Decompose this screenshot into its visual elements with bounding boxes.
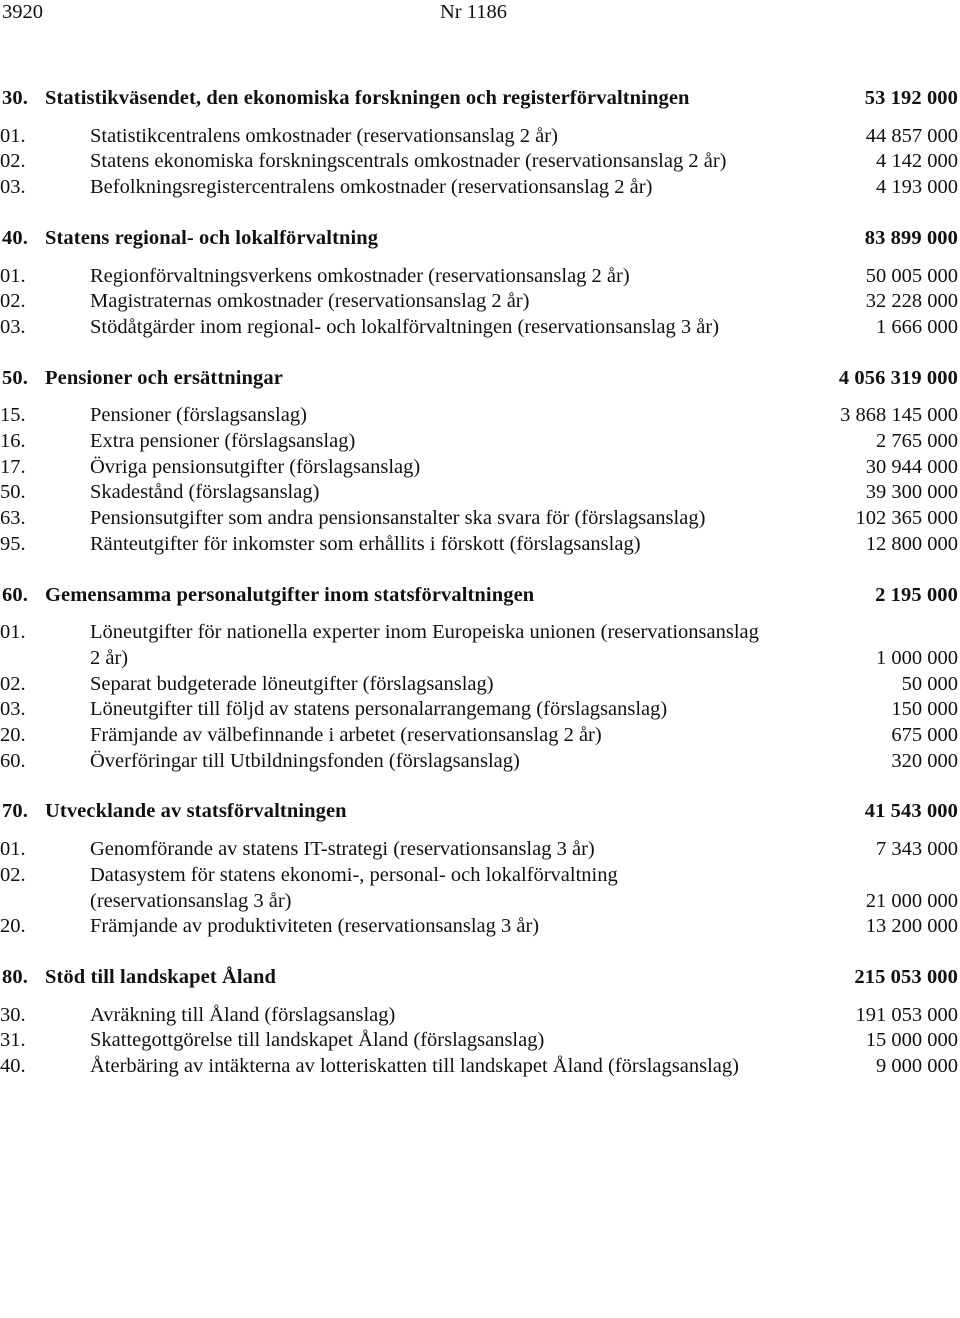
budget-item bbox=[0, 863, 960, 914]
item-text: Ränteutgifter för inkomster som erhållits i förskott (förslagsanslag) bbox=[90, 532, 641, 555]
budget-listing bbox=[0, 86, 960, 1105]
page-number: 3920 bbox=[2, 1, 43, 23]
budget-item bbox=[0, 289, 960, 315]
section-heading bbox=[0, 226, 960, 252]
item-amount: 2 765 000 bbox=[876, 430, 958, 453]
item-text: Regionförvaltningsverkens omkostnader (reservationsanslag 2 år) bbox=[90, 264, 630, 287]
item-text: Befolkningsregistercentralens omkostnader (reservationsanslag 2 år) bbox=[90, 176, 653, 199]
item-number: 03. bbox=[0, 698, 26, 721]
item-number: 20. bbox=[0, 915, 26, 938]
item-amount: 50 000 bbox=[901, 672, 958, 695]
budget-item bbox=[0, 837, 960, 863]
item-text: Pensionsutgifter som andra pensionsanstalter ska svara för (förslagsanslag) bbox=[90, 507, 706, 530]
item-amount: 12 800 000 bbox=[865, 532, 958, 555]
section-title: Statistikväsendet, den ekonomiska forskningen och registerförvaltningen bbox=[45, 87, 690, 109]
budget-section bbox=[0, 965, 960, 1080]
item-text: Datasystem för statens ekonomi-, personal- och lokalförvaltning (reservationsanslag 3 år) bbox=[90, 863, 618, 912]
item-amount: 30 944 000 bbox=[865, 455, 958, 478]
item-amount: 39 300 000 bbox=[865, 481, 958, 504]
item-text: Pensioner (förslagsanslag) bbox=[90, 404, 307, 427]
page-header bbox=[0, 0, 960, 26]
item-number: 31. bbox=[0, 1029, 26, 1052]
item-amount: 50 005 000 bbox=[865, 264, 958, 287]
budget-item bbox=[0, 1003, 960, 1029]
budget-item bbox=[0, 264, 960, 290]
section-title: Stöd till landskapet Åland bbox=[45, 965, 277, 988]
item-amount: 13 200 000 bbox=[865, 915, 958, 938]
item-text: Återbäring av intäkterna av lotteriskatten till landskapet Åland (förslagsanslag) bbox=[90, 1055, 739, 1078]
section-number: 60. bbox=[2, 583, 28, 606]
item-number: 20. bbox=[0, 724, 26, 747]
item-number: 03. bbox=[0, 176, 26, 199]
section-number: 80. bbox=[2, 965, 28, 988]
section-title: Pensioner och ersättningar bbox=[45, 366, 283, 389]
section-amount: 41 543 000 bbox=[864, 800, 958, 823]
item-amount: 191 053 000 bbox=[855, 1003, 958, 1026]
item-amount: 4 142 000 bbox=[876, 150, 958, 173]
item-number: 95. bbox=[0, 532, 26, 555]
budget-item bbox=[0, 124, 960, 150]
budget-item bbox=[0, 506, 960, 532]
item-number: 03. bbox=[0, 315, 26, 338]
budget-item bbox=[0, 175, 960, 201]
item-text: Främjande av välbefinnande i arbetet (reservationsanslag 2 år) bbox=[90, 724, 602, 747]
item-number: 01. bbox=[0, 621, 26, 644]
budget-item bbox=[0, 723, 960, 749]
section-title: Utvecklande av statsförvaltningen bbox=[45, 800, 347, 823]
section-heading bbox=[0, 583, 960, 609]
item-amount: 32 228 000 bbox=[865, 290, 958, 313]
item-number: 60. bbox=[0, 749, 26, 772]
budget-item bbox=[0, 620, 960, 671]
item-amount: 1 000 000 bbox=[876, 646, 958, 669]
item-text: Löneutgifter för nationella experter inom Europeiska unionen (reservationsanslag 2 år) bbox=[90, 621, 759, 669]
budget-item bbox=[0, 914, 960, 940]
item-amount: 9 000 000 bbox=[876, 1055, 958, 1078]
item-amount: 150 000 bbox=[891, 698, 958, 721]
item-number: 16. bbox=[0, 430, 26, 453]
item-text: Statens ekonomiska forskningscentrals omkostnader (reservationsanslag 2 år) bbox=[90, 150, 727, 173]
section-title: Gemensamma personalutgifter inom statsförvaltningen bbox=[45, 583, 535, 606]
item-amount: 4 193 000 bbox=[876, 176, 958, 199]
section-amount: 215 053 000 bbox=[854, 965, 958, 988]
item-number: 17. bbox=[0, 455, 26, 478]
item-amount: 102 365 000 bbox=[855, 507, 958, 530]
budget-section bbox=[0, 226, 960, 341]
item-amount: 320 000 bbox=[891, 749, 958, 772]
section-title: Statens regional- och lokalförvaltning bbox=[45, 226, 379, 249]
item-text: Statistikcentralens omkostnader (reservationsanslag 2 år) bbox=[90, 124, 558, 147]
item-text: Skadestånd (förslagsanslag) bbox=[90, 481, 320, 504]
item-number: 01. bbox=[0, 124, 26, 147]
budget-section bbox=[0, 86, 960, 201]
item-text: Främjande av produktiviteten (reservationsanslag 3 år) bbox=[90, 915, 540, 938]
budget-item bbox=[0, 403, 960, 429]
document-number: Nr 1186 bbox=[440, 1, 507, 23]
item-number: 30. bbox=[0, 1003, 26, 1026]
budget-item bbox=[0, 455, 960, 481]
section-heading bbox=[0, 965, 960, 991]
item-text: Övriga pensionsutgifter (förslagsanslag) bbox=[90, 455, 421, 478]
section-number: 70. bbox=[2, 800, 28, 823]
item-amount: 1 666 000 bbox=[876, 315, 958, 338]
item-amount: 44 857 000 bbox=[865, 124, 958, 147]
budget-item bbox=[0, 532, 960, 558]
item-number: 50. bbox=[0, 481, 26, 504]
item-text: Avräkning till Åland (förslagsanslag) bbox=[90, 1003, 396, 1026]
item-number: 01. bbox=[0, 838, 26, 861]
item-text: Genomförande av statens IT-strategi (reservationsanslag 3 år) bbox=[90, 838, 595, 861]
budget-item bbox=[0, 697, 960, 723]
item-number: 15. bbox=[0, 404, 26, 427]
item-text: Löneutgifter till följd av statens personalarrangemang (förslagsanslag) bbox=[90, 698, 668, 721]
section-number: 30. bbox=[2, 87, 28, 109]
item-number: 02. bbox=[0, 672, 26, 695]
section-amount: 53 192 000 bbox=[864, 87, 958, 109]
item-number: 02. bbox=[0, 290, 26, 313]
item-text: Skattegottgörelse till landskapet Åland (förslagsanslag) bbox=[90, 1029, 545, 1052]
section-number: 50. bbox=[2, 366, 28, 389]
item-amount: 675 000 bbox=[891, 724, 958, 747]
budget-section bbox=[0, 583, 960, 775]
budget-item bbox=[0, 149, 960, 175]
budget-item bbox=[0, 1054, 960, 1080]
budget-item bbox=[0, 480, 960, 506]
section-amount: 83 899 000 bbox=[864, 226, 958, 249]
item-number: 02. bbox=[0, 863, 26, 886]
item-text: Stödåtgärder inom regional- och lokalförvaltningen (reservationsanslag 3 år) bbox=[90, 315, 720, 338]
section-amount: 2 195 000 bbox=[875, 583, 958, 606]
budget-item bbox=[0, 749, 960, 775]
item-text: Överföringar till Utbildningsfonden (förslagsanslag) bbox=[90, 749, 520, 772]
item-text: Magistraternas omkostnader (reservationsanslag 2 år) bbox=[90, 290, 530, 313]
item-number: 63. bbox=[0, 507, 26, 530]
item-number: 02. bbox=[0, 150, 26, 173]
item-amount: 15 000 000 bbox=[865, 1029, 958, 1052]
budget-item bbox=[0, 315, 960, 341]
item-amount: 21 000 000 bbox=[865, 889, 958, 912]
section-amount: 4 056 319 000 bbox=[838, 366, 958, 389]
budget-item bbox=[0, 429, 960, 455]
item-number: 01. bbox=[0, 264, 26, 287]
item-text: Separat budgeterade löneutgifter (förslagsanslag) bbox=[90, 672, 494, 695]
section-heading bbox=[0, 366, 960, 392]
item-amount: 3 868 145 000 bbox=[840, 404, 958, 427]
section-heading bbox=[0, 86, 960, 112]
item-text: Extra pensioner (förslagsanslag) bbox=[90, 430, 356, 453]
item-amount: 7 343 000 bbox=[876, 838, 958, 861]
budget-section bbox=[0, 366, 960, 558]
budget-section bbox=[0, 799, 960, 940]
budget-item bbox=[0, 672, 960, 698]
section-heading bbox=[0, 799, 960, 825]
item-number: 40. bbox=[0, 1055, 26, 1078]
section-number: 40. bbox=[2, 226, 28, 249]
budget-item bbox=[0, 1028, 960, 1054]
